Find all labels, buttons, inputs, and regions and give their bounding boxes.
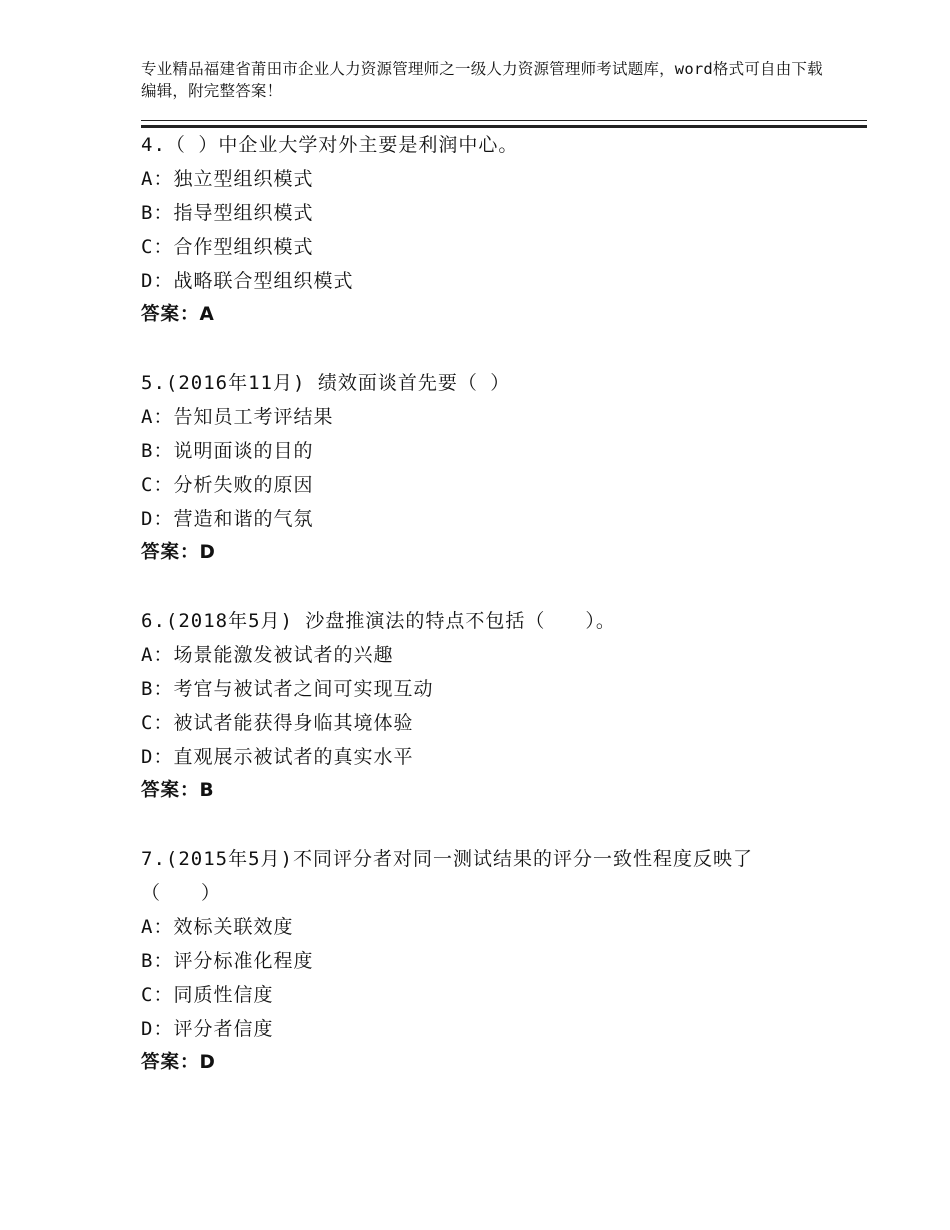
- question-4: [141, 128, 841, 366]
- option-c: C：被试者能获得身临其境体验: [141, 712, 414, 734]
- question-spacer: [141, 332, 841, 366]
- option-a: A：独立型组织模式: [141, 168, 314, 190]
- question-stem: 4.（ ）中企业大学对外主要是利润中心。: [141, 134, 519, 156]
- question-7: [141, 842, 841, 1080]
- question-spacer: [141, 570, 841, 604]
- option-c: C：合作型组织模式: [141, 236, 314, 258]
- option-b: B：指导型组织模式: [141, 202, 314, 224]
- option-b: B：评分标准化程度: [141, 950, 314, 972]
- option-b: B：说明面谈的目的: [141, 440, 314, 462]
- question-5: [141, 366, 841, 604]
- document-header: 专业精品福建省莆田市企业人力资源管理师之一级人力资源管理师考试题库，word格式可自由下载编辑，附完整答案！: [141, 60, 823, 100]
- option-c: C：分析失败的原因: [141, 474, 314, 496]
- answer: 答案：D: [141, 542, 216, 563]
- option-d: D：直观展示被试者的真实水平: [141, 746, 414, 768]
- question-6: [141, 604, 841, 842]
- question-spacer: [141, 808, 841, 842]
- option-a: A：告知员工考评结果: [141, 406, 334, 428]
- header-rule-thin: [141, 120, 867, 121]
- option-a: A：效标关联效度: [141, 916, 294, 938]
- question-stem-continuation: （ ）: [141, 882, 222, 904]
- option-d: D：战略联合型组织模式: [141, 270, 354, 292]
- answer: 答案：B: [141, 780, 215, 801]
- answer: 答案：A: [141, 304, 215, 325]
- question-list: [141, 128, 841, 1080]
- option-a: A：场景能激发被试者的兴趣: [141, 644, 394, 666]
- answer: 答案：D: [141, 1052, 216, 1073]
- option-b: B：考官与被试者之间可实现互动: [141, 678, 434, 700]
- option-c: C：同质性信度: [141, 984, 274, 1006]
- question-stem: 6.(2018年5月) 沙盘推演法的特点不包括（ ）。: [141, 610, 616, 632]
- question-stem: 7.(2015年5月)不同评分者对同一测试结果的评分一致性程度反映了: [141, 848, 753, 870]
- option-d: D：评分者信度: [141, 1018, 274, 1040]
- option-d: D：营造和谐的气氛: [141, 508, 314, 530]
- question-stem: 5.(2016年11月) 绩效面谈首先要（ ）: [141, 372, 511, 394]
